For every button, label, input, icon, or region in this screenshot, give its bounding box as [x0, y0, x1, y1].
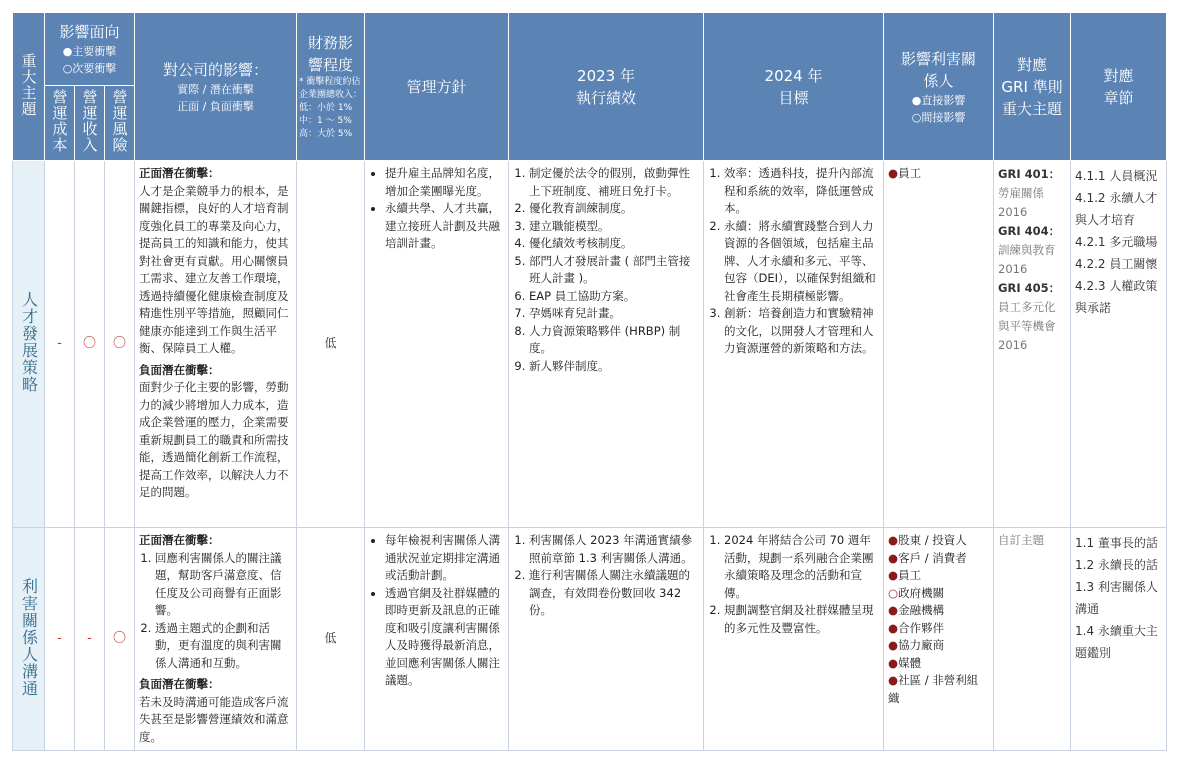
- financial-cell: 低: [297, 528, 365, 751]
- header-sub-revenue: 營運收入: [75, 86, 105, 161]
- stakeholder-item: ●股東 / 投資人: [888, 533, 967, 547]
- header-topic: 重大主題: [13, 13, 45, 161]
- list-item: 1. 制定優於法令的假別，啟動彈性上下班制度、補班日免打卡。: [529, 165, 699, 200]
- list-item: 5. 部門人才發展計畫 ( 部門主管接班人計畫 )。: [529, 253, 699, 288]
- stakeholder-item: ●客戶 / 消費者: [888, 550, 967, 565]
- stakeholder-item: ●金融機構: [888, 603, 945, 617]
- chapter-link[interactable]: 1.1 董事長的話: [1075, 536, 1158, 550]
- risk-cell: 〇: [105, 161, 135, 528]
- perf2023-cell: [509, 161, 704, 528]
- gri-cell: 自訂主題: [994, 528, 1071, 751]
- list-item: 3. 創新：培養創造力和實驗精神的文化，以開發人才管理和人力資源運營的新策略和方法。: [724, 305, 879, 358]
- header-stakeholders: 影響利害關係人 ●直接影響 ○間接影響: [884, 13, 994, 161]
- chapter-link[interactable]: 1.2 永續長的話: [1075, 558, 1158, 572]
- management-cell: [365, 528, 509, 751]
- gri-cell: GRI 401： 勞雇關係 2016 GRI 404： 訓練與教育 2016 GRI 405： 員工多元化與平等機會 2016: [994, 161, 1071, 528]
- chapter-link[interactable]: 4.2.3 人權政策與承諾: [1075, 279, 1158, 315]
- table-row: [13, 528, 1167, 751]
- list-item: 2. 透過主題式的企劃和活動，更有溫度的與利害關係人溝通和互動。: [155, 620, 292, 673]
- header-goal2024: 2024 年 目標: [704, 13, 884, 161]
- goal2024-cell: [704, 161, 884, 528]
- topic-cell: 利害關係人溝通: [13, 528, 45, 751]
- chapter-link[interactable]: 4.2.1 多元職場: [1075, 235, 1158, 249]
- header-chapter: 對應 章節: [1071, 13, 1167, 161]
- company-impact-cell: 正面潛在衝擊： 1. 回應利害關係人的關注議題，幫助客戶滿意度、信任度及公司商譽有正面影響。 2. 透過主題式的企劃和活動，更有溫度的與利害關係人溝通和互動。 負面潛在衝擊： 若未及時溝通可能造成客戶流失甚至是影響營運績效和滿意度。: [135, 528, 297, 751]
- list-item: • 永續共學、人才共贏，建立接班人計劃及共融培訓計畫。: [385, 200, 504, 253]
- header-impact-aspect: 影響面向 ●主要衝擊 ○次要衝擊: [45, 13, 135, 86]
- chapter-link[interactable]: 4.2.2 員工關懷: [1075, 257, 1158, 271]
- list-item: 2. 進行利害關係人關注永續議題的調查，有效問卷份數回收 342 份。: [529, 567, 699, 620]
- list-item: 2. 規劃調整官網及社群媒體呈現的多元性及豐富性。: [724, 602, 879, 637]
- perf2023-cell: [509, 528, 704, 751]
- stakeholder-cell: [884, 528, 994, 751]
- company-impact-cell: 正面潛在衝擊： 人才是企業競爭力的根本，是關鍵指標，良好的人才培育制度強化員工的專業及向心力，提高員工的知識和能力，使其對社會更有貢獻。用心關懷員工需求、建立友善工作環境，透過持續優化健康檢查制度及精進性別平等措施，照顧同仁健康亦能達到工作與生活平衡、保障員工人權。 負面潛在衝擊： 面對少子化主要的影響，勞動力的減少將增加人力成本，造成企業營運的壓力，企業需要重新規劃員工的職責和所需技能，透過簡化創新工作流程，提高工作效率，以解決人力不足的問題。: [135, 161, 297, 528]
- chapter-link[interactable]: 4.1.2 永續人才與人才培育: [1075, 191, 1158, 227]
- stakeholder-item: ●員工: [888, 568, 922, 582]
- list-item: 3. 建立職能模型。: [529, 218, 699, 236]
- list-item: 8. 人力資源策略夥伴 (HRBP) 制度。: [529, 323, 699, 358]
- header-gri: 對應 GRI 準則 重大主題: [994, 13, 1071, 161]
- header-company-impact: 對公司的影響： 實際 / 潛在衝擊 正面 / 負面衝擊: [135, 13, 297, 161]
- revenue-cell: -: [75, 528, 105, 751]
- stakeholder-cell: [884, 161, 994, 528]
- list-item: 2. 永續：將永續實踐整合到人力資源的各個領域，包括雇主品牌、人才永續和多元、平等、包容（DEI），以確保對組織和社會產生長期積極影響。: [724, 218, 879, 306]
- stakeholder-item: ●社區 / 非營利組織: [888, 673, 979, 705]
- goal2024-cell: [704, 528, 884, 751]
- list-item: 1. 2024 年將結合公司 70 週年活動，規劃一系列融合企業團永續策略及理念的活動和宣傳。: [724, 532, 879, 602]
- table-row: [13, 161, 1167, 528]
- stakeholder-item: ●協力廠商: [888, 638, 945, 652]
- stakeholder-item: ○政府機關: [888, 585, 945, 600]
- list-item: 6. EAP 員工協助方案。: [529, 288, 699, 306]
- risk-cell: 〇: [105, 528, 135, 751]
- list-item: • 每年檢視利害關係人溝通狀況並定期排定溝通或活動計劃。: [385, 532, 504, 585]
- header-sub-cost: 營運成本: [45, 86, 75, 161]
- chapter-link[interactable]: 4.1.1 人員概況: [1075, 169, 1158, 183]
- list-item: • 提升雇主品牌知名度，增加企業團曝光度。: [385, 165, 504, 200]
- chapter-link[interactable]: 1.4 永續重大主題鑑別: [1075, 624, 1158, 660]
- list-item: 2. 優化教育訓練制度。: [529, 200, 699, 218]
- list-item: • 透過官網及社群媒體的即時更新及訊息的正確度和吸引度讓利害關係人及時獲得最新消息，並回應利害關係人關注議題。: [385, 585, 504, 690]
- management-cell: [365, 161, 509, 528]
- chapter-link[interactable]: 1.3 利害關係人溝通: [1075, 580, 1158, 616]
- stakeholder-item: ●員工: [888, 166, 922, 180]
- header-financial: 財務影響程度 * 衝擊程度約佔企業團總收入：低：小於 1% 中：1 ～ 5% 高：大於 5%: [297, 13, 365, 161]
- chapter-cell: [1071, 528, 1167, 751]
- stakeholder-item: ●媒體: [888, 655, 922, 670]
- materiality-table: [12, 12, 1167, 751]
- list-item: 9. 新人夥伴制度。: [529, 358, 699, 376]
- stakeholder-item: ●合作夥伴: [888, 620, 945, 635]
- list-item: 4. 優化績效考核制度。: [529, 235, 699, 253]
- financial-cell: 低: [297, 161, 365, 528]
- header-management: 管理方針: [365, 13, 509, 161]
- list-item: 1. 效率：透過科技，提升內部流程和系統的效率，降低運營成本。: [724, 165, 879, 218]
- topic-cell: 人才發展策略: [13, 161, 45, 528]
- list-item: 7. 孕媽咪育兒計畫。: [529, 305, 699, 323]
- chapter-cell: [1071, 161, 1167, 528]
- list-item: 1. 回應利害關係人的關注議題，幫助客戶滿意度、信任度及公司商譽有正面影響。: [155, 550, 292, 620]
- list-item: 1. 利害關係人 2023 年溝通實績參照前章節 1.3 利害關係人溝通。: [529, 532, 699, 567]
- header-sub-risk: 營運風險: [105, 86, 135, 161]
- cost-cell: -: [45, 528, 75, 751]
- header-perf2023: 2023 年 執行績效: [509, 13, 704, 161]
- cost-cell: -: [45, 161, 75, 528]
- revenue-cell: 〇: [75, 161, 105, 528]
